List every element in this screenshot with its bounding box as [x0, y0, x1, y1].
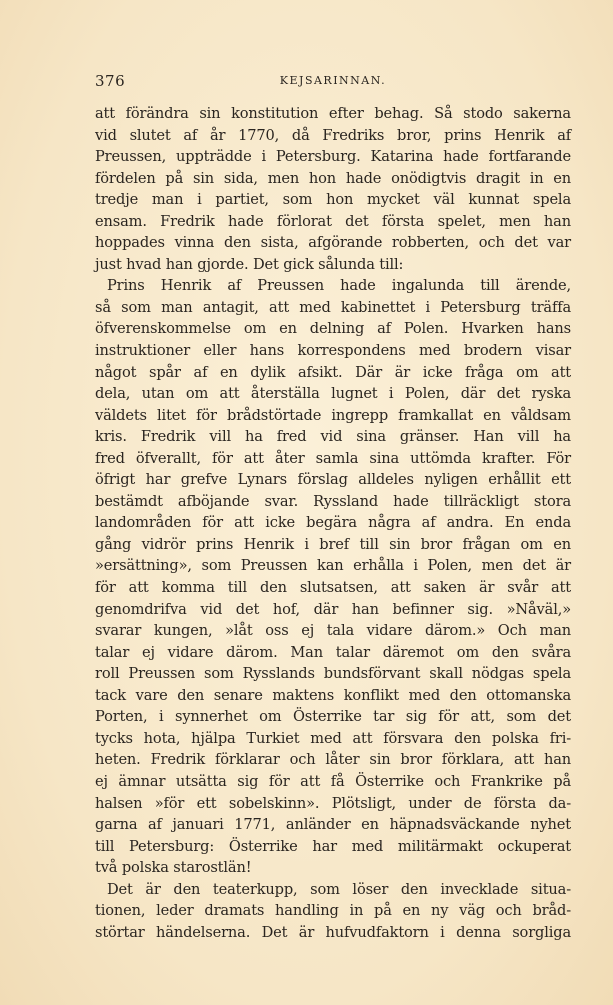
text-line: roll Preussen som Rysslands bundsförvant skall nödgas spela	[95, 665, 571, 683]
text-line: instruktioner eller hans korrespondens med brodern visar	[95, 342, 571, 360]
page-number: 376	[95, 72, 126, 90]
text-line: »ersättning», som Preussen kan erhålla i Polen, men det är	[95, 557, 571, 575]
text-line: talar ej vidare därom. Man talar däremot om den svåra	[95, 643, 571, 661]
text-line: genomdrifva vid det hof, där han befinner sig. »Nåväl,»	[95, 600, 571, 618]
text-line: för att komma till den slutsatsen, att saken är svår att	[95, 579, 571, 597]
text-line: hoppades vinna den sista, afgörande robberten, och det var	[95, 234, 571, 252]
text-line: tack vare den senare maktens konflikt med den ottomanska	[95, 686, 571, 704]
text-line: Prins Henrik af Preussen hade ingalunda till ärende,	[107, 277, 571, 295]
text-line: gång vidrör prins Henrik i bref till sin bror frågan om en	[95, 535, 571, 553]
text-line: ej ämnar utsätta sig för att få Österrike och Frankrike på	[95, 772, 571, 790]
text-line: Porten, i synnerhet om Österrike tar sig för att, som det	[95, 708, 571, 726]
text-line: landområden för att icke begära några af andra. En enda	[95, 514, 571, 532]
text-line: att förändra sin konstitution efter behag. Så stodo sakerna	[95, 105, 571, 122]
text-line: tredje man i partiet, som hon mycket väl kunnat spela	[95, 191, 571, 209]
text-line: väldets litet för brådstörtade ingrepp framkallat en våldsam	[95, 406, 571, 424]
text-line: svarar kungen, »låt oss ej tala vidare därom.» Och man	[95, 622, 571, 640]
text-line: ensam. Fredrik hade förlorat det första spelet, men han	[95, 212, 571, 230]
text-line: öfrigt har grefve Lynars förslag alldeles nyligen erhållit ett	[95, 471, 571, 489]
text-line: dela, utan om att återställa lugnet i Polen, där det ryska	[95, 385, 571, 403]
text-line: vid slutet af år 1770, då Fredriks bror, prins Henrik af	[95, 126, 571, 144]
running-title: KEJSARINNAN.	[279, 74, 387, 87]
text-line: tycks hota, hjälpa Turkiet med att försvara den polska fri-	[95, 729, 571, 747]
text-line: halsen »för ett sobelskinn». Plötsligt, under de första da-	[95, 794, 571, 812]
text-line: just hvad han gjorde. Det gick sålunda till:	[95, 255, 404, 273]
text-line: störtar händelserna. Det är hufvudfaktorn i denna sorgliga	[95, 923, 571, 941]
text-line: fred öfverallt, för att åter samla sina uttömda krafter. För	[95, 449, 571, 467]
body-text	[95, 103, 571, 943]
text-line: något spår af en dylik afsikt. Där är icke fråga om att	[95, 363, 571, 381]
text-line: fördelen på sin sida, men hon hade onödigtvis dragit in en	[95, 169, 571, 187]
text-line: så som man antagit, att med kabinettet i Petersburg träffa	[95, 298, 571, 316]
text-line: Det är den teaterkupp, som löser den invecklade situa-	[107, 880, 571, 898]
page-header	[95, 72, 571, 94]
text-line: bestämdt afböjande svar. Ryssland hade tillräckligt stora	[95, 492, 571, 510]
text-line: garna af januari 1771, anländer en häpnadsväckande nyhet	[95, 816, 571, 834]
text-line: Preussen, uppträdde i Petersburg. Katarina hade fortfarande	[95, 148, 571, 166]
text-line: öfverenskommelse om en delning af Polen. Hvarken hans	[95, 320, 571, 338]
text-line: till Petersburg: Österrike har med militärmakt ockuperat	[95, 837, 571, 855]
text-line: två polska starostlän!	[95, 859, 252, 877]
text-line: tionen, leder dramats handling in på en ny väg och bråd-	[95, 902, 571, 920]
text-line: kris. Fredrik vill ha fred vid sina gränser. Han vill ha	[95, 428, 571, 446]
text-line: heten. Fredrik förklarar och låter sin bror förklara, att han	[95, 751, 571, 769]
